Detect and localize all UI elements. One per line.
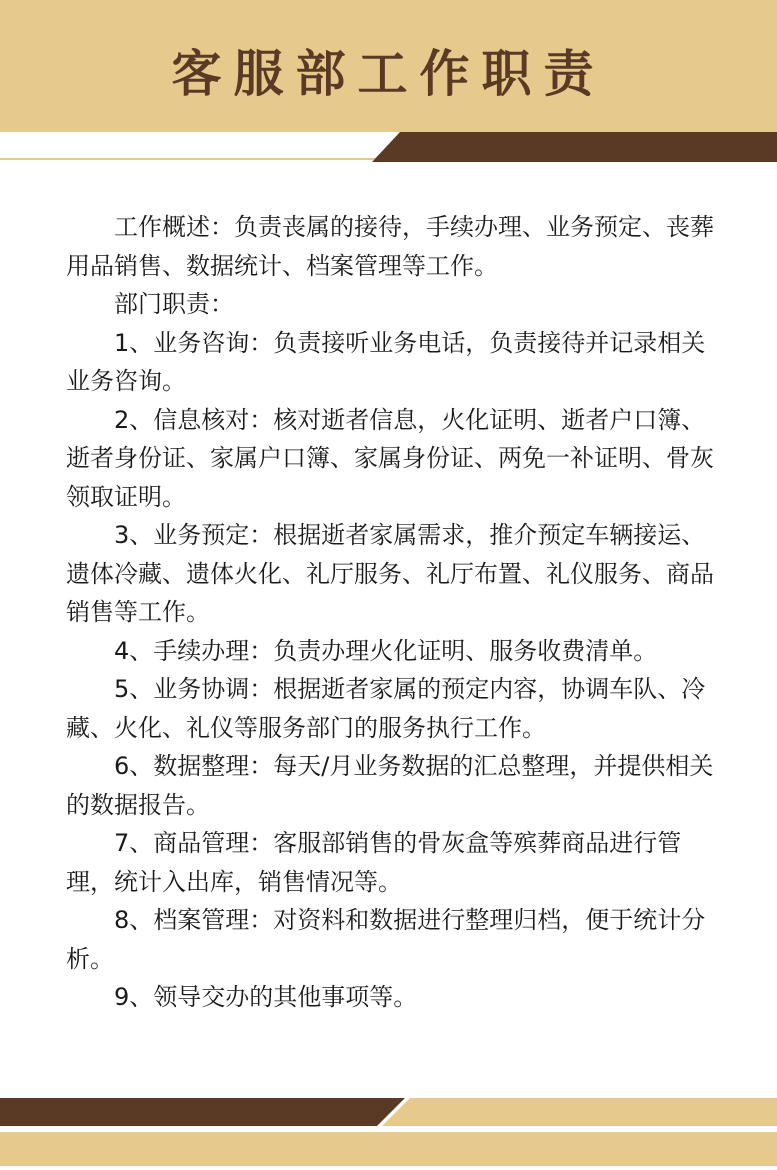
duty-item: 7、商品管理：客服部销售的骨灰盒等殡葬商品进行管理，统计入出库，销售情况等。 [66,829,682,896]
footer-stripe [0,1098,777,1166]
header-stripe [0,128,777,162]
overview-paragraph: 工作概述：负责丧属的接待，手续办理、业务预定、丧葬用品销售、数据统计、档案管理等工作。 [66,213,714,280]
page-title: 客服部工作职责 [171,45,606,103]
section-heading: 部门职责： [114,290,234,318]
duty-item: 4、手续办理：负责办理火化证明、服务收费清单。 [114,636,658,665]
duty-item: 2、信息核对：核对逝者信息，火化证明、逝者户口簿、逝者身份证、家属户口簿、家属身份证、两免一补证明、骨灰领取证明。 [66,405,714,511]
duty-item: 3、业务预定：根据逝者家属需求，推介预定车辆接运、遗体冷藏、遗体火化、礼厅服务、礼厅布置、礼仪服务、商品销售等工作。 [66,521,714,626]
duty-item: 1、业务咨询：负责接听业务电话，负责接待并记录相关业务咨询。 [66,328,706,395]
duty-item: 8、档案管理：对资料和数据进行整理归档，便于统计分析。 [66,906,706,973]
footer-banner [0,1098,777,1166]
duty-item: 9、领导交办的其他事项等。 [114,983,418,1011]
duty-item: 6、数据整理：每天/月业务数据的汇总整理，并提供相关的数据报告。 [66,752,714,819]
duty-item: 5、业务协调：根据逝者家属的预定内容，协调车队、冷藏、火化、礼仪等服务部门的服务执行工作。 [66,675,706,742]
body-text [66,208,716,1017]
